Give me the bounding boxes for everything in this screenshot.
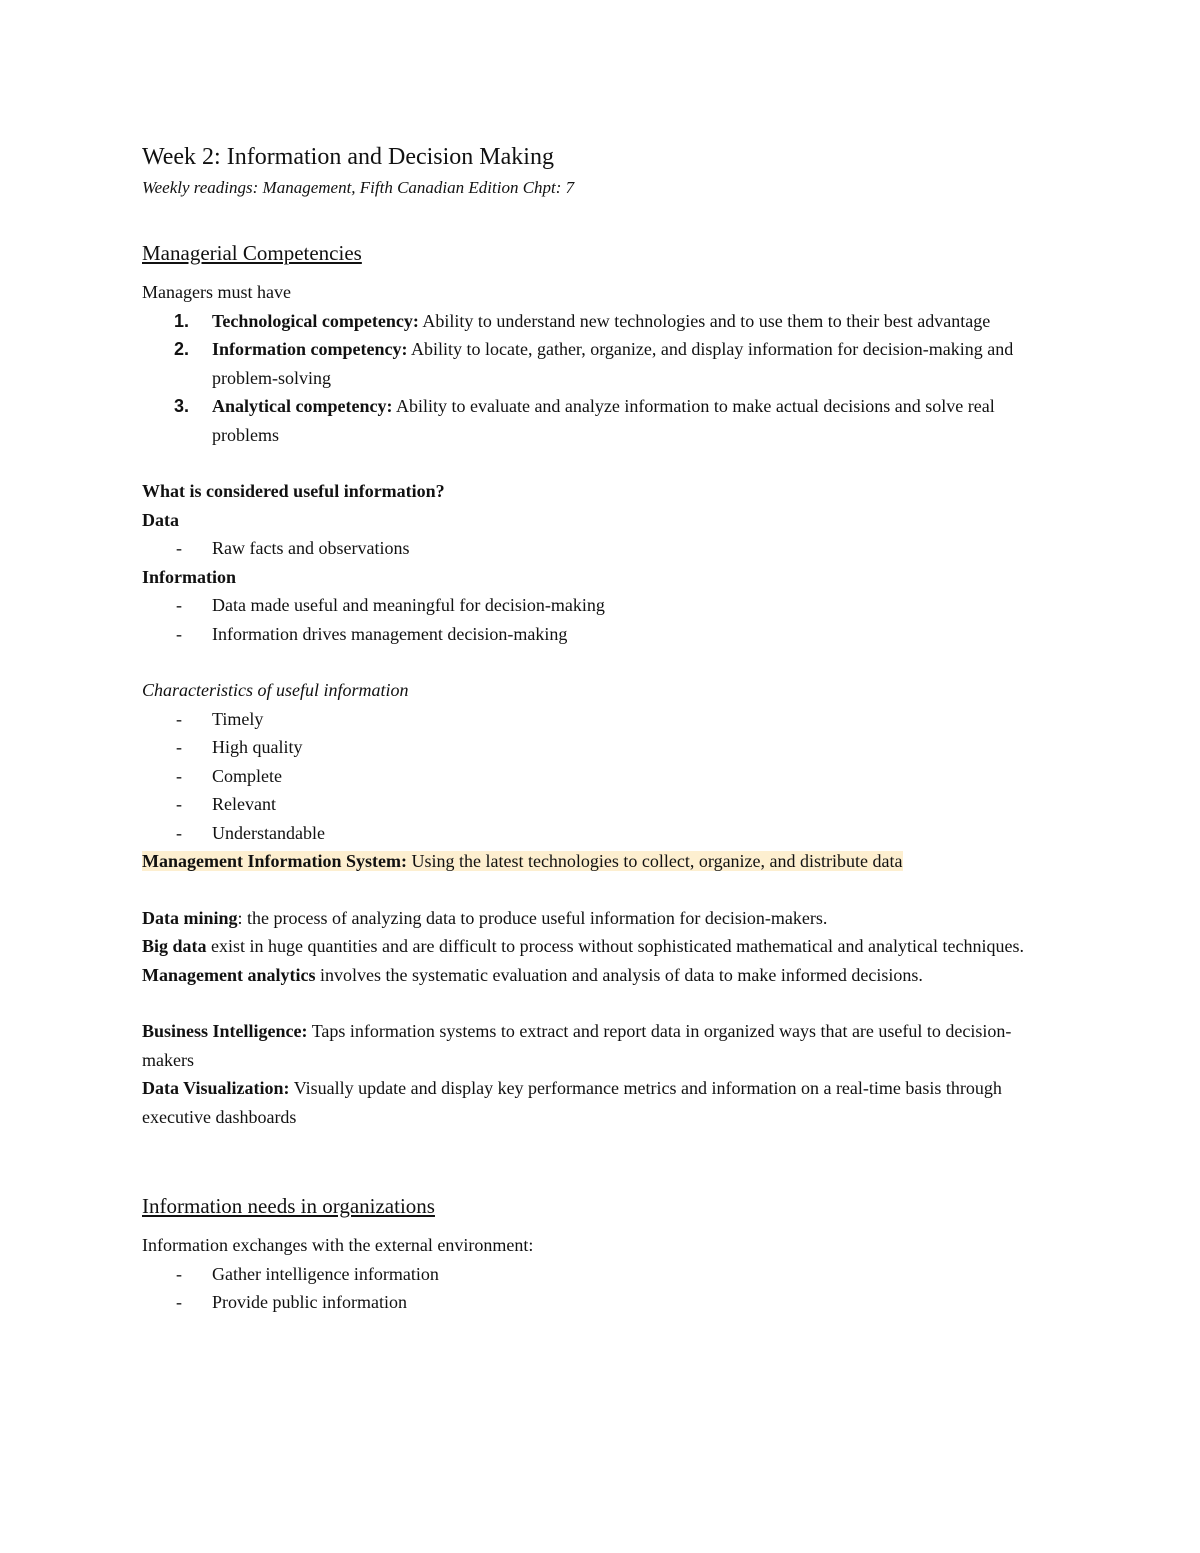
- data-visualization-definition: [142, 1074, 1062, 1131]
- list-item: [142, 392, 1062, 449]
- definition: exist in huge quantities and are difficult to process without sophisticated mathematical and analytical techniques.: [206, 936, 1024, 956]
- list-text: Understandable: [212, 822, 325, 843]
- section-heading-competencies: Managerial Competencies: [142, 241, 362, 265]
- list-text: Raw facts and observations: [212, 538, 410, 558]
- definition: Taps information systems to extract and report data in organized ways that are useful to decision-makers: [142, 1021, 1012, 1070]
- list-item: - Data made useful and meaningful for decision-making: [176, 595, 605, 615]
- definition: Ability to locate, gather, organize, and display information for decision-making and problem-solving: [212, 339, 1014, 388]
- term: Big data: [142, 936, 207, 956]
- list-text: Data made useful and meaningful for decision-making: [212, 595, 605, 615]
- definition: Ability to evaluate and analyze information to make actual decisions and solve real problems: [212, 396, 995, 445]
- list-text: Provide public information: [212, 1292, 407, 1312]
- data-label: Data: [142, 509, 179, 530]
- list-number: 3.: [174, 396, 190, 416]
- definition: Ability to understand new technologies and to use them to their best advantage: [418, 310, 991, 331]
- definition: Visually update and display key performance metrics and information on a real-time basis through executive dashboards: [142, 1078, 1002, 1127]
- list-item: [142, 307, 1062, 336]
- data-list: [142, 534, 1062, 563]
- page-title: Week 2: Information and Decision Making: [142, 144, 554, 170]
- list-item: - Provide public information: [176, 1292, 407, 1312]
- list-number: 2.: [174, 339, 190, 359]
- mis-definition: [142, 847, 1062, 876]
- characteristics-list: [142, 705, 1062, 848]
- term: Management analytics: [142, 964, 316, 985]
- document-page: [142, 140, 1062, 1317]
- term: Business Intelligence:: [142, 1021, 308, 1041]
- list-text: Timely: [212, 708, 264, 729]
- business-intelligence-definition: [142, 1017, 1062, 1074]
- information-needs-intro: Information exchanges with the external environment:: [142, 1235, 534, 1255]
- competencies-list: [142, 307, 1062, 450]
- list-item: - Understandable: [176, 822, 325, 843]
- list-item: [142, 335, 1062, 392]
- information-label: Information: [142, 566, 236, 587]
- list-item: - Timely: [176, 708, 264, 729]
- list-item: - Raw facts and observations: [176, 538, 410, 558]
- list-item: - Relevant: [176, 794, 276, 814]
- list-item: - Gather intelligence information: [176, 1263, 439, 1284]
- characteristics-label: Characteristics of useful information: [142, 680, 409, 700]
- page-subtitle: Weekly readings: Management, Fifth Canadian Edition Chpt: 7: [142, 178, 575, 197]
- definition: involves the systematic evaluation and analysis of data to make informed decisions.: [315, 964, 923, 985]
- list-text: Information drives management decision-making: [212, 623, 568, 644]
- list-text: Complete: [212, 765, 282, 786]
- list-item: - Complete: [176, 765, 282, 786]
- term: Information competency:: [212, 339, 408, 359]
- list-number: 1.: [174, 310, 190, 331]
- term: Analytical competency:: [212, 396, 393, 416]
- definition: : the process of analyzing data to produce useful information for decision-makers.: [237, 907, 828, 928]
- definition: Using the latest technologies to collect, organize, and distribute data: [406, 851, 903, 871]
- section-heading-information-needs: Information needs in organizations: [142, 1194, 435, 1218]
- list-item: - High quality: [176, 737, 303, 757]
- term: Data mining: [142, 907, 238, 928]
- management-analytics-definition: [142, 961, 1062, 990]
- information-list: [142, 591, 1062, 648]
- term: Technological competency:: [212, 310, 419, 331]
- list-text: High quality: [212, 737, 303, 757]
- list-item: - Information drives management decision-making: [176, 623, 568, 644]
- term: Data Visualization:: [142, 1078, 290, 1098]
- list-text: Relevant: [212, 794, 276, 814]
- term: Management Information System:: [142, 851, 407, 871]
- list-text: Gather intelligence information: [212, 1263, 439, 1284]
- data-mining-definition: [142, 904, 1062, 933]
- useful-info-question: What is considered useful information?: [142, 481, 445, 501]
- information-needs-list: [142, 1260, 1062, 1317]
- big-data-definition: [142, 932, 1062, 961]
- competencies-intro: Managers must have: [142, 282, 291, 302]
